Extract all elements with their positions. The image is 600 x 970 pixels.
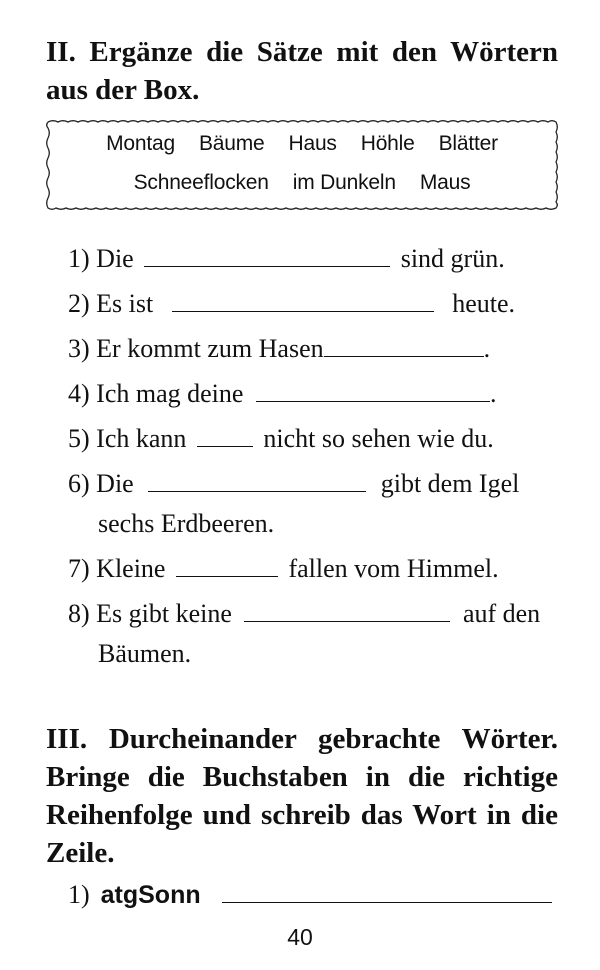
page-number: 40 [287,924,313,950]
answer-blank[interactable] [324,334,484,357]
answer-blank[interactable] [222,880,552,903]
box-word: Haus [288,132,337,155]
exercise-item [68,599,558,669]
answer-blank[interactable] [244,599,450,622]
item-text-after: sind grün. [400,244,505,273]
answer-blank[interactable] [197,424,253,447]
answer-blank[interactable] [176,554,278,577]
item-text-before: Ich kann [96,424,187,453]
item-number: 4) [68,379,90,408]
box-word: Schneeflocken [133,171,269,194]
item-text-continuation: Bäumen. [98,639,192,668]
item-number: 3) [68,334,90,363]
answer-blank[interactable] [256,379,490,402]
box-word: Maus [419,171,471,194]
item-text-before: Es ist [96,289,154,318]
exercise-item [68,289,515,319]
item-text-after: heute. [452,289,516,318]
box-word: Bäume [198,132,265,155]
item-number: 8) [68,599,90,628]
word-box-row [44,171,560,195]
item-text-after: gibt dem Igel [380,469,520,498]
box-word: im Dunkeln [292,171,396,194]
item-text-after: auf den [462,599,541,628]
exercise-item [68,554,499,584]
box-word: Blätter [438,132,498,155]
item-number: 6) [68,469,90,498]
word-box-row [44,132,560,156]
exercise-item [68,469,558,539]
item-number: 1) [68,244,90,273]
item-text-before: Ich mag deine [96,379,244,408]
scramble-item [68,880,552,910]
answer-blank[interactable] [144,244,390,267]
item-text-before: Kleine [96,554,166,583]
item-text-before: Die [96,244,134,273]
item-text-after: . [483,334,491,363]
item-text-before: Die [96,469,134,498]
item-number: 2) [68,289,90,318]
item-number: 1) [68,880,90,909]
item-text-after: nicht so sehen wie du. [263,424,494,453]
exercise-item [68,379,496,409]
answer-blank[interactable] [172,289,434,312]
item-text-after: . [489,379,497,408]
box-word: Höhle [360,132,415,155]
item-text-after: fallen vom Himmel. [288,554,499,583]
item-text-before: Er kommt zum Hasen [96,334,324,363]
item-number: 7) [68,554,90,583]
item-number: 5) [68,424,90,453]
section-3-title: III. Durcheinander gebrachte Wörter. Bringe die Buchstaben in die richtige Reihenfolge und schreib das Wort in die Zeile. [46,723,558,869]
answer-blank[interactable] [148,469,366,492]
word-box [44,118,560,212]
exercise-item [68,334,490,364]
item-text-before: Es gibt keine [96,599,232,628]
scrambled-word: atgSonn [100,881,201,909]
section-2-title: II. Ergänze die Sätze mit den Wörtern aus der Box. [46,36,558,106]
exercise-item [68,244,505,274]
item-text-continuation: sechs Erdbeeren. [98,509,275,538]
box-word: Montag [106,132,175,155]
exercise-item [68,424,494,454]
